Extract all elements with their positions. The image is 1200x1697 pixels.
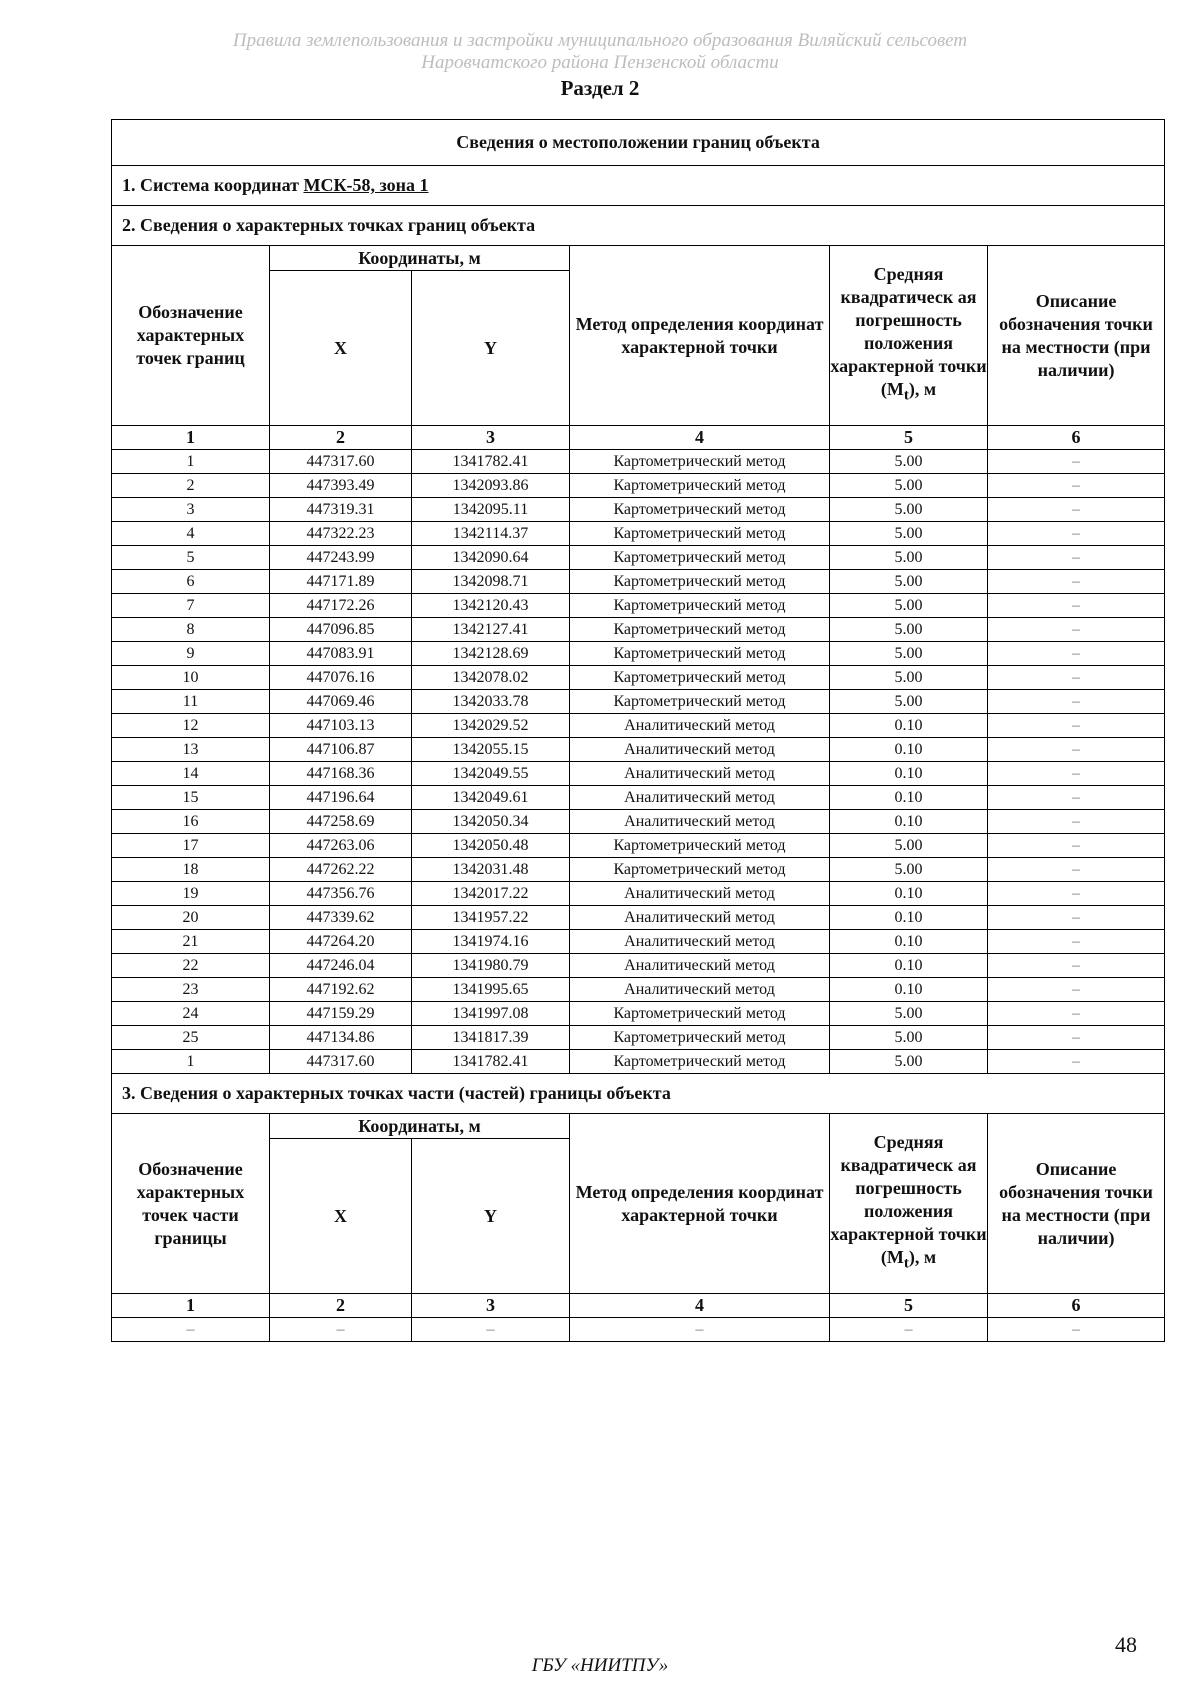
part3-header-error — [830, 1114, 988, 1294]
table-row — [112, 546, 1165, 570]
table-cell: Картометрический метод — [570, 1002, 830, 1026]
header-error-unit: ), м — [908, 379, 937, 400]
table-row — [112, 930, 1165, 954]
table-cell: 12 — [112, 714, 270, 738]
table-cell: 447103.13 — [270, 714, 412, 738]
table-cell: 1341782.41 — [412, 1050, 570, 1074]
coord-system-label: 1. Система координат — [122, 175, 304, 195]
table-cell: 1341817.39 — [412, 1026, 570, 1050]
part2-title: 2. Сведения о характерных точках границ объекта — [112, 206, 1165, 246]
table-cell: 1341980.79 — [412, 954, 570, 978]
table-cell: – — [988, 858, 1165, 882]
column-number: 2 — [270, 426, 412, 450]
table-cell: 1341995.65 — [412, 978, 570, 1002]
table-cell: – — [988, 834, 1165, 858]
column-number: 6 — [988, 1294, 1165, 1318]
table-cell: – — [988, 474, 1165, 498]
table-cell: – — [270, 1318, 412, 1342]
table-cell: 14 — [112, 762, 270, 786]
table-cell: – — [988, 522, 1165, 546]
footer: ГБУ «НИИТПУ» — [531, 1655, 669, 1676]
table-cell: 1342049.55 — [412, 762, 570, 786]
part3-header-description: Описание обозначения точки на местности (при наличии) — [988, 1114, 1165, 1294]
table-cell: 23 — [112, 978, 270, 1002]
table-row — [112, 522, 1165, 546]
table-cell: – — [988, 642, 1165, 666]
column-number: 5 — [830, 426, 988, 450]
header-error — [830, 246, 988, 426]
table-cell: 0.10 — [830, 714, 988, 738]
table-row — [112, 450, 1165, 474]
table-cell: Картометрический метод — [570, 594, 830, 618]
table-cell: 5.00 — [830, 618, 988, 642]
table-cell: 1342055.15 — [412, 738, 570, 762]
table-row — [112, 594, 1165, 618]
table-cell: Картометрический метод — [570, 546, 830, 570]
table-cell: – — [988, 786, 1165, 810]
section-title: Раздел 2 — [560, 76, 640, 100]
table-cell: Аналитический метод — [570, 762, 830, 786]
table-cell: Аналитический метод — [570, 738, 830, 762]
table-row — [112, 786, 1165, 810]
table-cell: 447339.62 — [270, 906, 412, 930]
table-cell: – — [412, 1318, 570, 1342]
table-cell: 5.00 — [830, 690, 988, 714]
table-cell: 447264.20 — [270, 930, 412, 954]
table-cell: 17 — [112, 834, 270, 858]
table-cell: – — [988, 882, 1165, 906]
table-cell: 447393.49 — [270, 474, 412, 498]
header-coordinates: Координаты, м — [270, 246, 570, 271]
table-cell: 1342078.02 — [412, 666, 570, 690]
table-cell: 0.10 — [830, 786, 988, 810]
table-cell: 1342033.78 — [412, 690, 570, 714]
table-row — [112, 618, 1165, 642]
table-cell: 447083.91 — [270, 642, 412, 666]
table-cell: 7 — [112, 594, 270, 618]
part3-header-x: X — [270, 1139, 412, 1294]
table-cell: 447171.89 — [270, 570, 412, 594]
table-cell: 447076.16 — [270, 666, 412, 690]
part3-header-y: Y — [412, 1139, 570, 1294]
coord-system-row — [112, 166, 1165, 206]
table-cell: – — [988, 762, 1165, 786]
table-cell: 5.00 — [830, 474, 988, 498]
table-cell: 447069.46 — [270, 690, 412, 714]
header-error-sub: t — [903, 387, 909, 404]
column-number: 4 — [570, 1294, 830, 1318]
table-cell: 447356.76 — [270, 882, 412, 906]
table-cell: 1342050.34 — [412, 810, 570, 834]
table-row — [112, 714, 1165, 738]
page-number: 48 — [1115, 1632, 1137, 1657]
part3-header-method: Метод определения координат характерной точки — [570, 1114, 830, 1294]
table-cell: 9 — [112, 642, 270, 666]
table-cell: 447192.62 — [270, 978, 412, 1002]
table-cell: 19 — [112, 882, 270, 906]
table-cell: 447258.69 — [270, 810, 412, 834]
table-cell: 1342120.43 — [412, 594, 570, 618]
table-row — [112, 954, 1165, 978]
table-cell: 447106.87 — [270, 738, 412, 762]
table-cell: Картометрический метод — [570, 834, 830, 858]
table-cell: 1342017.22 — [412, 882, 570, 906]
table-cell: Картометрический метод — [570, 642, 830, 666]
table-cell: 0.10 — [830, 930, 988, 954]
table-cell: Картометрический метод — [570, 690, 830, 714]
table-cell: – — [988, 450, 1165, 474]
table-cell: – — [988, 498, 1165, 522]
table-cell: Картометрический метод — [570, 1026, 830, 1050]
table-row — [112, 1050, 1165, 1074]
table-cell: – — [988, 906, 1165, 930]
table-cell: Картометрический метод — [570, 666, 830, 690]
table-cell: 5.00 — [830, 666, 988, 690]
table-cell: – — [988, 666, 1165, 690]
header-error-text: Средняя квадратическ ая погрешность положения характерной точки (M — [830, 264, 987, 400]
table-cell: 447096.85 — [270, 618, 412, 642]
table-cell: 1341782.41 — [412, 450, 570, 474]
table-cell: 447243.99 — [270, 546, 412, 570]
table-cell: 1342093.86 — [412, 474, 570, 498]
column-number: 2 — [270, 1294, 412, 1318]
table-cell: 5.00 — [830, 858, 988, 882]
table-cell: 5 — [112, 546, 270, 570]
table-cell: 5.00 — [830, 450, 988, 474]
table-cell: 1342098.71 — [412, 570, 570, 594]
table-cell: Картометрический метод — [570, 570, 830, 594]
table-cell: 447263.06 — [270, 834, 412, 858]
column-number: 6 — [988, 426, 1165, 450]
column-numbers-row — [112, 426, 1165, 450]
table-cell: Аналитический метод — [570, 954, 830, 978]
table-cell: 1342127.41 — [412, 618, 570, 642]
table-cell: 1341974.16 — [412, 930, 570, 954]
table-cell: 25 — [112, 1026, 270, 1050]
column-number: 4 — [570, 426, 830, 450]
table-cell: 18 — [112, 858, 270, 882]
part3-header-error-unit: ), м — [908, 1247, 937, 1268]
table-cell: – — [988, 690, 1165, 714]
table-cell: 5.00 — [830, 546, 988, 570]
part3-header-error-text: Средняя квадратическ ая погрешность положения характерной точки (M — [830, 1132, 987, 1268]
table-cell: 447134.86 — [270, 1026, 412, 1050]
table-row — [112, 834, 1165, 858]
table-cell: 1 — [112, 1050, 270, 1074]
table-cell: Аналитический метод — [570, 930, 830, 954]
table-cell: 5.00 — [830, 498, 988, 522]
part3-table-row — [112, 1318, 1165, 1342]
table-row — [112, 810, 1165, 834]
table-cell: 0.10 — [830, 954, 988, 978]
coord-system-value: МСК-58, зона 1 — [303, 175, 429, 195]
table-cell: – — [988, 954, 1165, 978]
table-cell: Аналитический метод — [570, 882, 830, 906]
table-cell: 1342114.37 — [412, 522, 570, 546]
part3-title: 3. Сведения о характерных точках части (частей) границы объекта — [112, 1074, 1165, 1114]
table-cell: Картометрический метод — [570, 498, 830, 522]
table-row — [112, 762, 1165, 786]
table-cell: 447172.26 — [270, 594, 412, 618]
table-row — [112, 882, 1165, 906]
table-cell: 3 — [112, 498, 270, 522]
table-row — [112, 738, 1165, 762]
table-cell: 1342050.48 — [412, 834, 570, 858]
table-cell: 0.10 — [830, 906, 988, 930]
table-cell: Картометрический метод — [570, 618, 830, 642]
table-cell: 2 — [112, 474, 270, 498]
table-cell: 5.00 — [830, 1050, 988, 1074]
table-cell: 447319.31 — [270, 498, 412, 522]
table-cell: 0.10 — [830, 762, 988, 786]
table-cell: 0.10 — [830, 882, 988, 906]
table-cell: Аналитический метод — [570, 906, 830, 930]
table-cell: – — [988, 930, 1165, 954]
table-cell: 447159.29 — [270, 1002, 412, 1026]
table-cell: 0.10 — [830, 810, 988, 834]
table-cell: Картометрический метод — [570, 474, 830, 498]
part3-header-designation: Обозначение характерных точек части границы — [112, 1114, 270, 1294]
table-row — [112, 690, 1165, 714]
table-cell: 1342128.69 — [412, 642, 570, 666]
header-designation: Обозначение характерных точек границ — [112, 246, 270, 426]
table-row — [112, 642, 1165, 666]
table-cell: – — [988, 570, 1165, 594]
table-cell: 1342029.52 — [412, 714, 570, 738]
table-title: Сведения о местоположении границ объекта — [112, 120, 1165, 166]
running-header-line2: Наровчатского района Пензенской области — [421, 52, 779, 73]
table-row — [112, 474, 1165, 498]
table-cell: 5.00 — [830, 1002, 988, 1026]
table-cell: 1341957.22 — [412, 906, 570, 930]
table-cell: – — [988, 738, 1165, 762]
table-row — [112, 906, 1165, 930]
table-cell: 24 — [112, 1002, 270, 1026]
table-cell: – — [988, 1026, 1165, 1050]
table-cell: 8 — [112, 618, 270, 642]
table-cell: – — [988, 1318, 1165, 1342]
table-cell: 447196.64 — [270, 786, 412, 810]
table-cell: 0.10 — [830, 978, 988, 1002]
table-cell: 1342031.48 — [412, 858, 570, 882]
table-row — [112, 498, 1165, 522]
table-cell: – — [988, 546, 1165, 570]
part3-header-coordinates: Координаты, м — [270, 1114, 570, 1139]
table-row — [112, 570, 1165, 594]
table-row — [112, 858, 1165, 882]
column-number: 1 — [112, 426, 270, 450]
table-cell: 1342095.11 — [412, 498, 570, 522]
table-cell: Аналитический метод — [570, 714, 830, 738]
table-cell: 447322.23 — [270, 522, 412, 546]
table-cell: – — [830, 1318, 988, 1342]
table-cell: – — [988, 714, 1165, 738]
table-cell: Картометрический метод — [570, 450, 830, 474]
table-cell: – — [988, 618, 1165, 642]
table-cell: 5.00 — [830, 594, 988, 618]
table-cell: – — [112, 1318, 270, 1342]
header-x: X — [270, 271, 412, 426]
table-cell: 1341997.08 — [412, 1002, 570, 1026]
table-cell: 22 — [112, 954, 270, 978]
table-cell: – — [988, 1002, 1165, 1026]
table-row — [112, 666, 1165, 690]
table-cell: 5.00 — [830, 1026, 988, 1050]
header-method: Метод определения координат характерной точки — [570, 246, 830, 426]
table-cell: – — [988, 594, 1165, 618]
table-cell: Аналитический метод — [570, 978, 830, 1002]
table-cell: 10 — [112, 666, 270, 690]
header-y: Y — [412, 271, 570, 426]
table-cell: Картометрический метод — [570, 522, 830, 546]
table-cell: 447317.60 — [270, 1050, 412, 1074]
table-cell: Аналитический метод — [570, 786, 830, 810]
running-header-line1: Правила землепользования и застройки муниципального образования Виляйский сельсовет — [232, 30, 968, 51]
table-cell: 6 — [112, 570, 270, 594]
table-cell: 5.00 — [830, 522, 988, 546]
table-cell: – — [988, 1050, 1165, 1074]
table-cell: – — [988, 978, 1165, 1002]
table-cell: 0.10 — [830, 738, 988, 762]
table-cell: 5.00 — [830, 570, 988, 594]
table-cell: 1342090.64 — [412, 546, 570, 570]
table-cell: 16 — [112, 810, 270, 834]
table-cell: 1 — [112, 450, 270, 474]
column-number: 5 — [830, 1294, 988, 1318]
part3-title-row — [112, 1074, 1165, 1114]
table-cell: Картометрический метод — [570, 1050, 830, 1074]
table-cell: 5.00 — [830, 834, 988, 858]
column-number: 1 — [112, 1294, 270, 1318]
table-cell: 5.00 — [830, 642, 988, 666]
table-cell: 21 — [112, 930, 270, 954]
table-row — [112, 1002, 1165, 1026]
table-cell: 1342049.61 — [412, 786, 570, 810]
boundary-table — [111, 119, 1165, 1342]
part3-column-numbers-row — [112, 1294, 1165, 1318]
table-cell: 447317.60 — [270, 450, 412, 474]
table-cell: 447262.22 — [270, 858, 412, 882]
header-description: Описание обозначения точки на местности (при наличии) — [988, 246, 1165, 426]
table-cell: 11 — [112, 690, 270, 714]
table-cell: – — [570, 1318, 830, 1342]
column-number: 3 — [412, 426, 570, 450]
table-cell: 4 — [112, 522, 270, 546]
table-cell: 15 — [112, 786, 270, 810]
table-row — [112, 978, 1165, 1002]
part3-header-error-sub: t — [903, 1255, 909, 1272]
table-cell: Аналитический метод — [570, 810, 830, 834]
part3-header-row — [112, 1114, 1165, 1139]
table-cell: 447168.36 — [270, 762, 412, 786]
table-cell: 13 — [112, 738, 270, 762]
table-row — [112, 1026, 1165, 1050]
column-number: 3 — [412, 1294, 570, 1318]
table-cell: 447246.04 — [270, 954, 412, 978]
table-cell: 20 — [112, 906, 270, 930]
table-cell: Картометрический метод — [570, 858, 830, 882]
table-cell: – — [988, 810, 1165, 834]
